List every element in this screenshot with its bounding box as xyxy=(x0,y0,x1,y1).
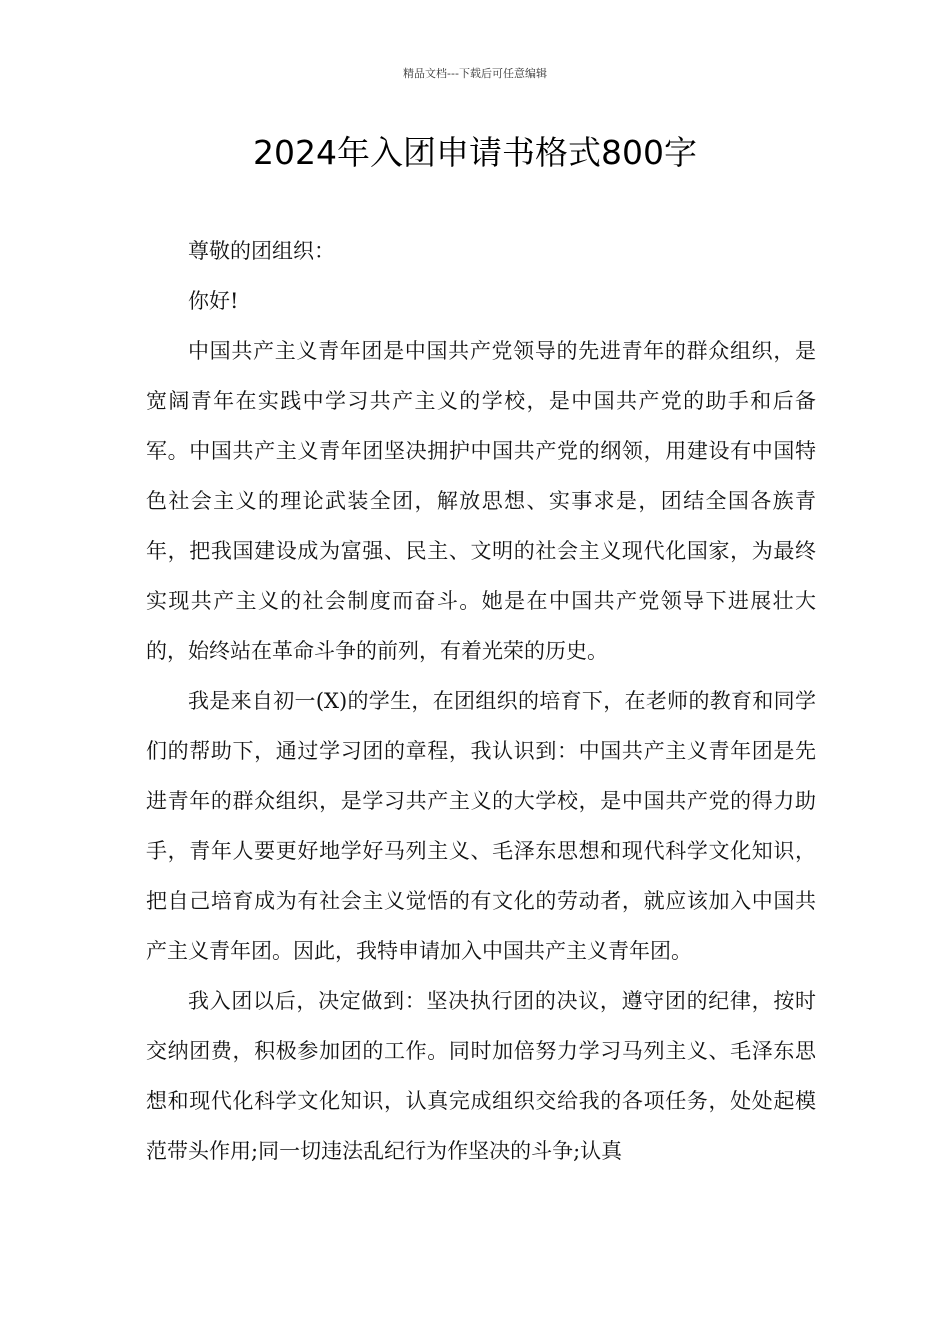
header-note: 精品文档---下载后可任意编辑 xyxy=(403,67,547,80)
greeting: 你好! xyxy=(188,289,239,313)
paragraph-1: 中国共产主义青年团是中国共产党领导的先进青年的群众组织，是宽阔青年在实践中学习共产主义的学校，是中国共产党的助手和后备军。中国共产主义青年团坚决拥护中国共产党的纲领，用建设有中国特色社会主义的理论武装全团，解放思想、实事求是，团结全国各族青年，把我国建设成为富强、民主、文明的社会主义现代化国家，为最终实现共产主义的社会制度而奋斗。她是在中国共产党领导下进展壮大的，始终站在革命斗争的前列，有着光荣的历史。 xyxy=(146,339,816,663)
paragraph-3: 我入团以后，决定做到：坚决执行团的决议，遵守团的纪律，按时交纳团费，积极参加团的工作。同时加倍努力学习马列主义、毛泽东思想和现代化科学文化知识，认真完成组织交给我的各项任务，处处起模范带头作用;同一切违法乱纪行为作坚决的斗争;认真 xyxy=(146,989,816,1163)
salutation: 尊敬的团组织： xyxy=(188,239,335,263)
document-body xyxy=(146,226,816,1176)
paragraph-2: 我是来自初一(X)的学生，在团组织的培育下，在老师的教育和同学们的帮助下，通过学习团的章程，我认识到：中国共产主义青年团是先进青年的群众组织，是学习共产主义的大学校，是中国共产党的得力助手，青年人要更好地学好马列主义、毛泽东思想和现代科学文化知识，把自己培育成为有社会主义觉悟的有文化的劳动者，就应该加入中国共产主义青年团。因此，我特申请加入中国共产主义青年团。 xyxy=(146,689,816,963)
document-title: 2024年入团申请书格式800字 xyxy=(253,133,697,172)
